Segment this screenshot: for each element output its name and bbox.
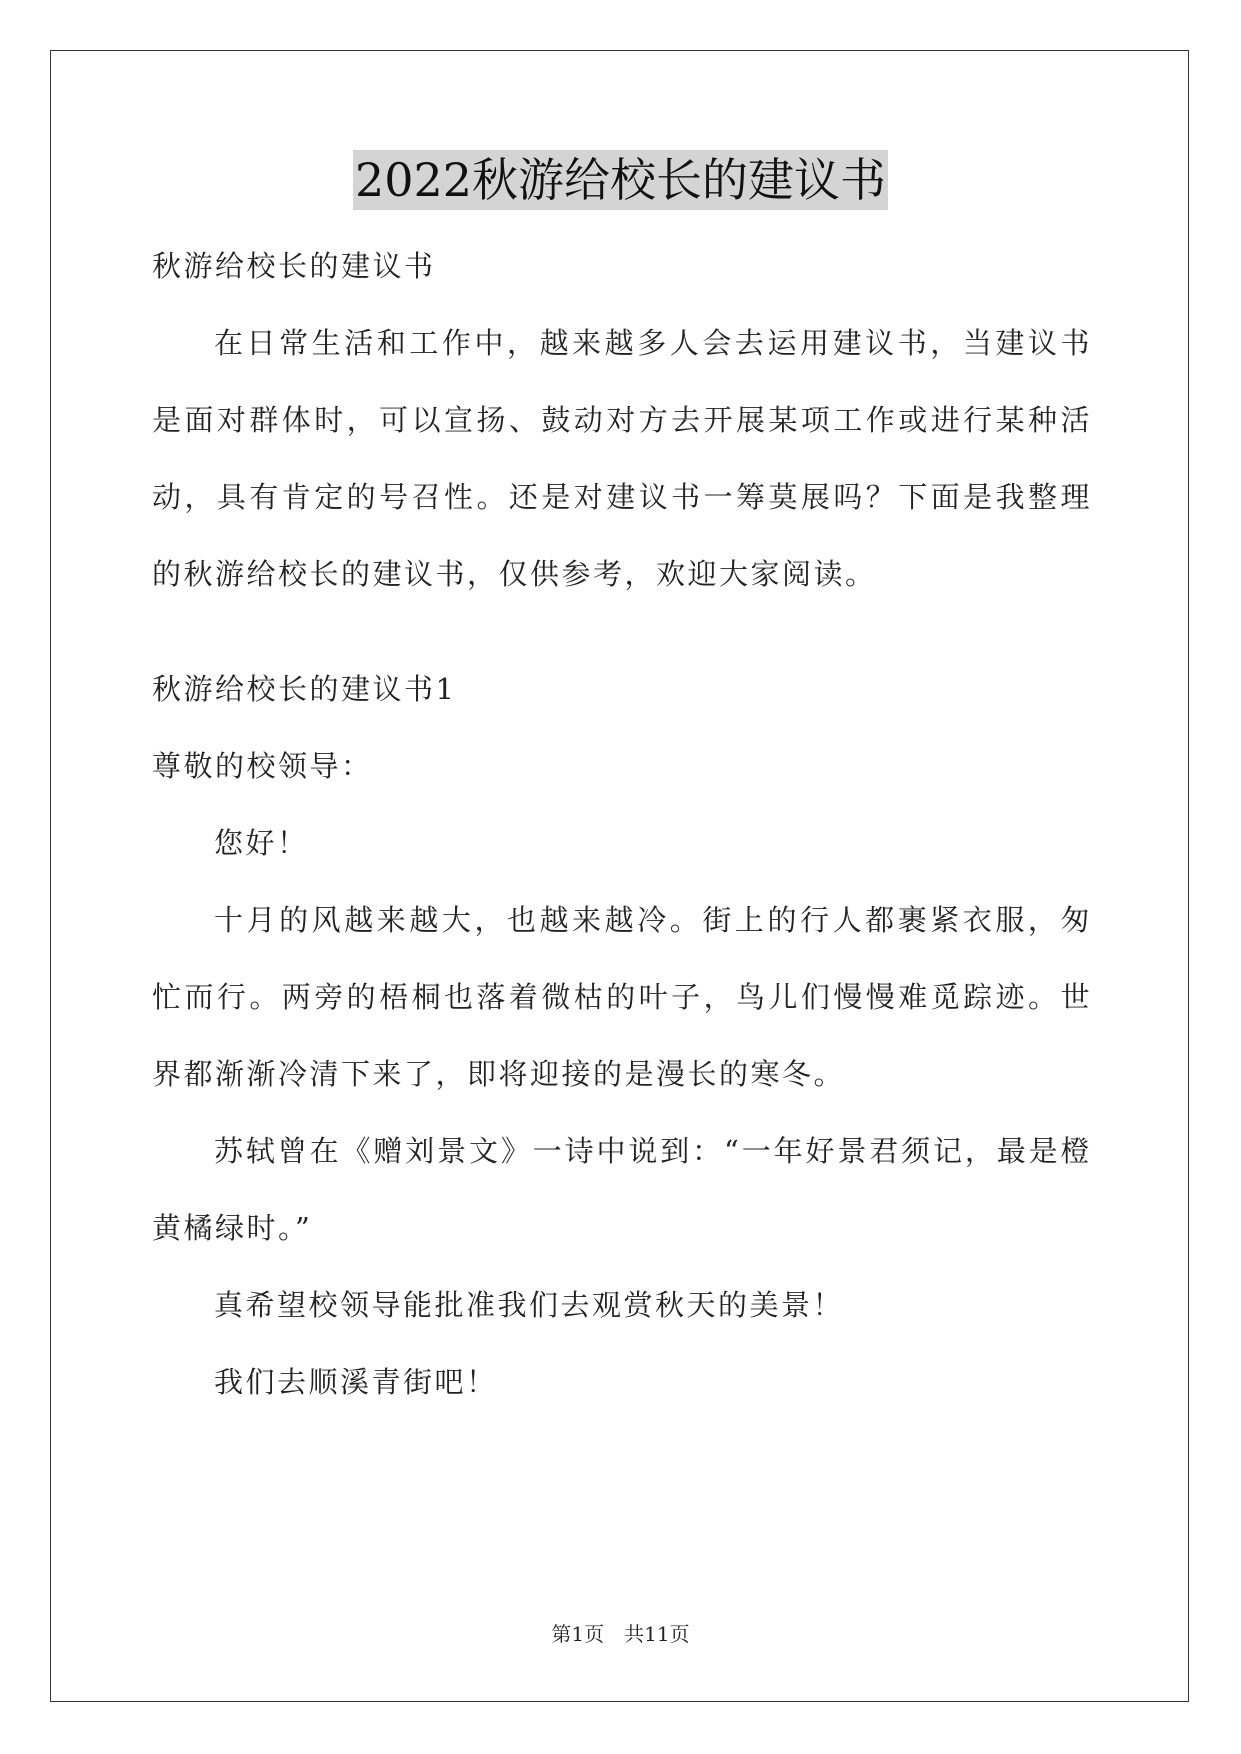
paragraph-body-4: 我们去顺溪青街吧！	[214, 1365, 498, 1399]
title-container	[0, 150, 1241, 210]
paragraph-section-title: 秋游给校长的建议书1	[152, 672, 457, 706]
paragraph-body-1: 十月的风越来越大，也越来越冷。街上的行人都裹紧衣服，匆忙而行。两旁的梧桐也落着微枯的叶子，鸟儿们慢慢难觅踪迹。世界都渐渐冷清下来了，即将迎接的是漫长的寒冬。	[152, 903, 1092, 1091]
paragraph-heading: 秋游给校长的建议书	[152, 249, 436, 283]
paragraph-gap	[152, 613, 1092, 651]
paragraph-salutation: 尊敬的校领导：	[152, 749, 373, 783]
paragraph-body-2: 苏轼曾在《赠刘景文》一诗中说到：“一年好景君须记，最是橙黄橘绿时。”	[152, 1134, 1092, 1245]
paragraph-intro: 在日常生活和工作中，越来越多人会去运用建议书，当建议书是面对群体时，可以宣扬、鼓动对方去开展某项工作或进行某种活动，具有肯定的号召性。还是对建议书一筹莫展吗？下面是我整理的秋游给校长的建议书，仅供参考，欢迎大家阅读。	[152, 326, 1092, 591]
document-body	[152, 228, 1092, 1421]
page-footer: 第1页 共11页	[551, 1622, 690, 1646]
paragraph-greeting: 您好！	[214, 826, 309, 860]
paragraph-body-3: 真希望校领导能批准我们去观赏秋天的美景！	[214, 1288, 845, 1322]
document-title: 2022秋游给校长的建议书	[353, 150, 888, 210]
